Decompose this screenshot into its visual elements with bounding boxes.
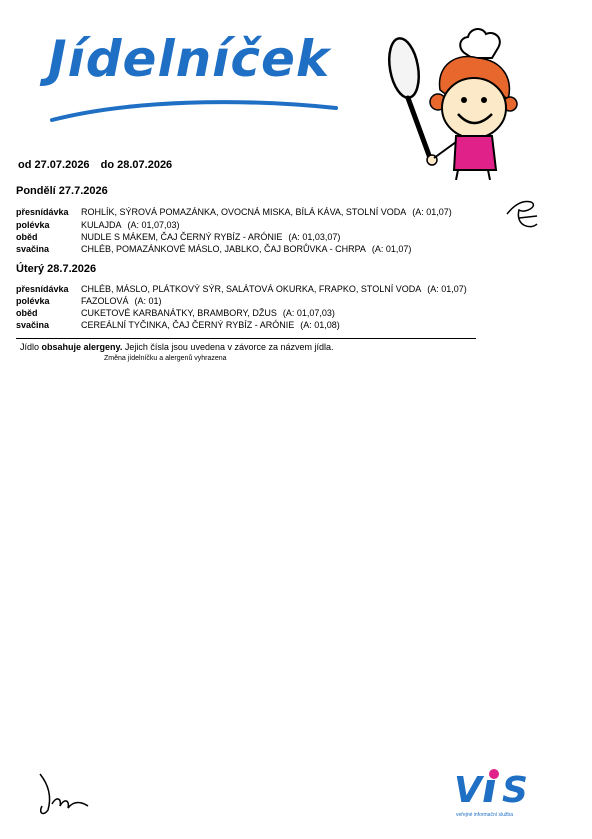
meal-text: CHLÉB, POMAZÁNKOVÉ MÁSLO, JABLKO, ČAJ BORŮVKA - CHRPA (81, 244, 366, 254)
meal-row (16, 206, 516, 218)
note-bold: obsahuje alergeny. (41, 342, 123, 352)
meal-row (16, 231, 516, 243)
meal-row (16, 243, 516, 255)
signature-icon (34, 770, 94, 818)
meal-row (16, 307, 516, 319)
chef-girl-illustration (378, 20, 518, 180)
meal-text: CEREÁLNÍ TYČINKA, ČAJ ČERNÝ RYBÍZ - ARÓNIE (81, 320, 295, 330)
meal-allergens: (A: 01,07,03) (127, 220, 180, 230)
meal-allergens: (A: 01,07,03) (282, 308, 335, 318)
allergen-note (20, 342, 334, 352)
change-disclaimer: Změna jídelníčku a alergenů vyhrazena (104, 355, 227, 362)
meal-allergens: (A: 01,08) (300, 320, 340, 330)
note-rest: Jejich čísla jsou uvedena v závorce za názvem jídla. (124, 342, 334, 352)
meal-allergens: (A: 01,07) (427, 284, 467, 294)
meal-text: ROHLÍK, SÝROVÁ POMAZÁNKA, OVOCNÁ MISKA, BÍLÁ KÁVA, STOLNÍ VODA (81, 207, 407, 217)
svg-text:S: S (502, 770, 528, 810)
meal-label: oběd (16, 232, 38, 242)
meal-allergens: (A: 01,03,07) (288, 232, 341, 242)
page-title: Jídelníček (48, 30, 331, 88)
meal-label: svačina (16, 320, 50, 330)
period-from: od 27.07.2026 (18, 159, 90, 171)
menu-period (18, 159, 180, 171)
meal-row (16, 295, 516, 307)
meal-allergens: (A: 01) (134, 296, 162, 306)
vis-logo-icon (452, 764, 536, 810)
meal-row (16, 283, 516, 295)
title-underline-swoosh (50, 94, 340, 124)
meal-label: polévka (16, 220, 50, 230)
footer-divider (16, 338, 476, 339)
vis-logo-caption: veřejné informační služba (456, 812, 513, 818)
day-heading: Pondělí 27.7.2026 (16, 185, 108, 197)
meal-row (16, 219, 516, 231)
note-prefix: Jídlo (20, 342, 40, 352)
meal-label: přesnídávka (16, 284, 69, 294)
period-to: do 28.07.2026 (100, 159, 173, 171)
meal-text: FAZOLOVÁ (81, 296, 129, 306)
meal-allergens: (A: 01,07) (371, 244, 412, 254)
meal-label: oběd (16, 308, 38, 318)
day-heading: Úterý 28.7.2026 (16, 263, 97, 275)
meal-label: svačina (16, 244, 50, 254)
meal-row (16, 319, 516, 331)
meal-label: polévka (16, 296, 50, 306)
meal-allergens: (A: 01,07) (412, 207, 452, 217)
meal-text: NUDLE S MÁKEM, ČAJ ČERNÝ RYBÍZ - ARÓNIE (81, 232, 283, 242)
meal-text: CUKETOVÉ KARBANÁTKY, BRAMBORY, DŽUS (81, 308, 277, 318)
meal-label: přesnídávka (16, 207, 69, 217)
meal-text: CHLÉB, MÁSLO, PLÁTKOVÝ SÝR, SALÁTOVÁ OKURKA, FRAPKO, STOLNÍ VODA (81, 284, 422, 294)
svg-text:V: V (454, 770, 482, 810)
meal-text: KULAJDA (81, 220, 122, 230)
